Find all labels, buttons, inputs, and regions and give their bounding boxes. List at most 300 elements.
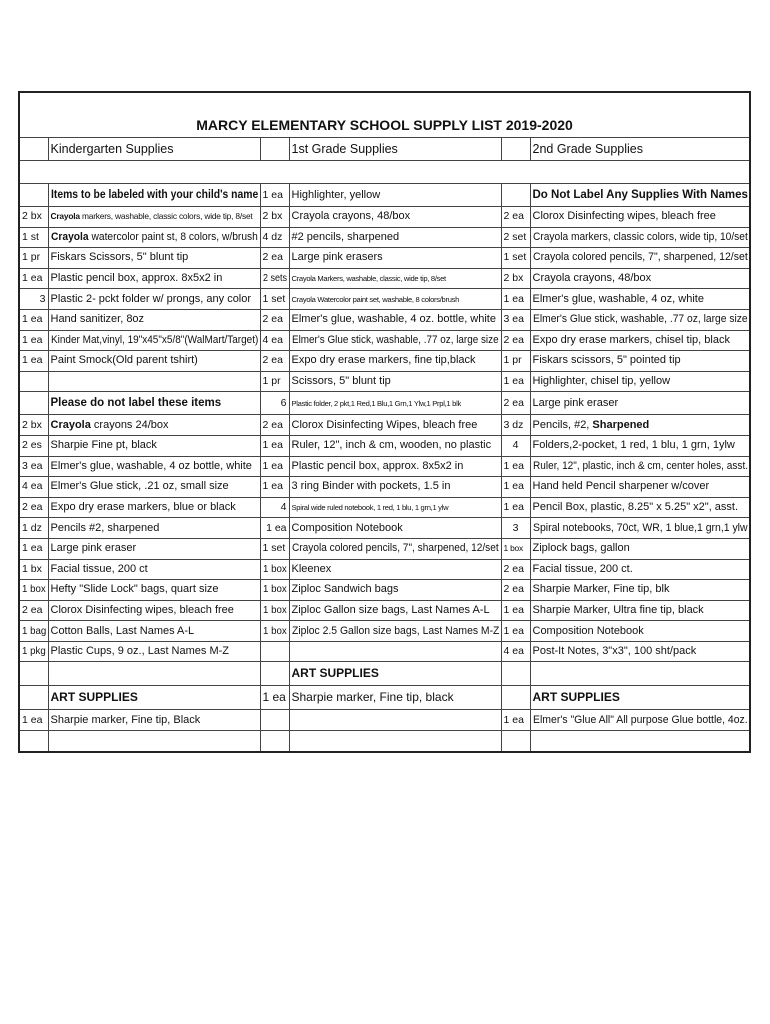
cell-text: 3 ea xyxy=(503,313,524,326)
g2-qty xyxy=(501,456,530,477)
cell-text: 2 set xyxy=(503,230,527,243)
cell-text: 2 bx xyxy=(22,418,42,431)
g1-qty xyxy=(260,227,289,248)
cell-text: 4 ea xyxy=(22,480,43,493)
cell-text: Facial tissue, 200 ct xyxy=(50,562,148,575)
g1-item xyxy=(289,621,501,642)
blank-cell xyxy=(501,686,530,710)
k-item xyxy=(48,371,260,392)
blank-cell xyxy=(19,731,48,752)
k-item xyxy=(48,497,260,518)
first-grade-header: 1st Grade Supplies xyxy=(289,138,501,161)
blank-cell xyxy=(260,710,289,731)
g1-qty xyxy=(260,248,289,269)
g1-item xyxy=(289,207,501,228)
g1-qty xyxy=(260,580,289,601)
cell-text: 1 ea xyxy=(262,480,283,493)
cell-text: Expo dry erase markers, fine tip,black xyxy=(291,354,476,367)
g1-item xyxy=(289,641,501,662)
cell-text: Folders,2-pocket, 1 red, 1 blu, 1 grn, 1ylw xyxy=(532,439,735,452)
k-qty xyxy=(19,497,48,518)
table-row xyxy=(19,227,750,248)
g1-qty xyxy=(260,497,289,518)
cell-text: 2 ea xyxy=(503,210,524,223)
cell-text: Expo dry erase markers, chisel tip, black xyxy=(532,333,730,346)
g1-qty xyxy=(260,330,289,351)
k-qty xyxy=(19,456,48,477)
g2-qty xyxy=(501,309,530,330)
cell-text: 2 ea xyxy=(262,251,283,264)
g1-item xyxy=(289,435,501,456)
g2-qty xyxy=(501,392,530,415)
cell-text: Crayola colored pencils, 7", sharpened, 12/set xyxy=(291,542,499,555)
cell-text: Fiskars scissors, 5" pointed tip xyxy=(532,354,681,367)
cell-text: 1 box xyxy=(262,603,287,616)
k-item xyxy=(48,351,260,372)
g1-qty xyxy=(260,371,289,392)
cell-text: 6 xyxy=(280,396,287,409)
cell-text: Scissors, 5" blunt tip xyxy=(291,375,391,388)
blank-cell xyxy=(48,662,260,686)
cell-text: 1 box xyxy=(262,624,287,637)
blank-cell xyxy=(19,138,48,161)
cell-text: 2 ea xyxy=(22,501,43,514)
cell-text: Crayola Markers, washable, classic, wide tip, 8/set xyxy=(291,274,446,284)
g1-item xyxy=(289,497,501,518)
g1-item xyxy=(289,309,501,330)
cell-text: 1 ea xyxy=(503,375,524,388)
g2-item xyxy=(530,456,750,477)
g2-qty xyxy=(501,538,530,559)
g1-item xyxy=(289,289,501,310)
cell-text: Sharpie Marker, Fine tip, blk xyxy=(532,583,670,596)
cell-text: Items to be labeled with your child's name xyxy=(50,188,258,201)
g2-qty xyxy=(501,248,530,269)
cell-text: 1 ea xyxy=(262,690,286,705)
cell-text: 2 bx xyxy=(503,272,524,285)
k-item xyxy=(48,456,260,477)
g2-item xyxy=(530,621,750,642)
g1-item xyxy=(289,559,501,580)
page-title: MARCY ELEMENTARY SCHOOL SUPPLY LIST 2019-2020 xyxy=(19,92,750,138)
g1-qty xyxy=(260,289,289,310)
cell-text: Elmer's glue, washable, 4 oz bottle, white xyxy=(50,459,252,472)
g1-item xyxy=(289,227,501,248)
table-row xyxy=(19,371,750,392)
k-art-item xyxy=(48,710,260,731)
cell-text: Pencil Box, plastic, 8.25" x 5.25" x2", asst. xyxy=(532,501,739,514)
cell-text: Plastic pencil box, approx. 8x5x2 in xyxy=(50,272,223,285)
g2-art-qty xyxy=(501,710,530,731)
supply-list-sheet xyxy=(18,91,749,753)
g1-art-heading xyxy=(289,662,501,686)
k-item xyxy=(48,559,260,580)
k-qty xyxy=(19,641,48,662)
cell-text: Highlighter, yellow xyxy=(291,188,381,201)
g2-qty xyxy=(501,351,530,372)
g2-item xyxy=(530,641,750,662)
table-row xyxy=(19,621,750,642)
g1-item xyxy=(289,330,501,351)
blank-cell xyxy=(260,731,289,752)
cell-text: Please do not label these items xyxy=(50,396,222,409)
table-row xyxy=(19,330,750,351)
k-qty xyxy=(19,351,48,372)
table-row xyxy=(19,559,750,580)
k-qty xyxy=(19,371,48,392)
g1-qty xyxy=(260,518,289,539)
g2-qty xyxy=(501,621,530,642)
cell-text: 4 dz xyxy=(262,230,283,243)
k-qty xyxy=(19,392,48,415)
cell-text: 1 st xyxy=(22,230,39,243)
cell-text: Post-It Notes, 3"x3", 100 sht/pack xyxy=(532,645,697,658)
cell-text: Ziploc Gallon size bags, Last Names A-L xyxy=(291,603,490,616)
g2-qty xyxy=(501,559,530,580)
cell-text: Paint Smock(Old parent tshirt) xyxy=(50,354,198,367)
supply-table xyxy=(18,91,751,753)
k-item xyxy=(48,600,260,621)
cell-text: Composition Notebook xyxy=(291,521,403,534)
cell-text: Clorox Disinfecting wipes, bleach free xyxy=(532,210,716,223)
k-qty xyxy=(19,621,48,642)
cell-text: Large pink erasers xyxy=(291,251,383,264)
g2-item xyxy=(530,392,750,415)
cell-text: Highlighter, chisel tip, yellow xyxy=(532,375,671,388)
cell-text: Large pink eraser xyxy=(50,542,137,555)
k-qty xyxy=(19,518,48,539)
g1-art-qty xyxy=(260,686,289,710)
cell-text: Facial tissue, 200 ct. xyxy=(532,562,633,575)
cell-text: 1 ea xyxy=(503,603,524,616)
g2-qty xyxy=(501,227,530,248)
k-qty xyxy=(19,415,48,436)
g1-qty xyxy=(260,477,289,498)
cell-text: 1 box xyxy=(262,583,287,596)
k-qty xyxy=(19,207,48,228)
cell-text: 2 bx xyxy=(262,210,283,223)
k-qty xyxy=(19,435,48,456)
cell-text: Plastic folder, 2 pkt,1 Red,1 Blu,1 Grn,1 Ylw,1 Prpl,1 blk xyxy=(291,398,461,408)
cell-text: Pencils, #2, xyxy=(532,418,593,431)
cell-text: Kinder Mat,vinyl, 19"x45"x5/8"(WalMart/Target) xyxy=(50,333,258,346)
table-row xyxy=(19,641,750,662)
cell-text: ART SUPPLIES xyxy=(50,690,138,705)
k-item xyxy=(48,415,260,436)
k-qty xyxy=(19,309,48,330)
g2-item xyxy=(530,371,750,392)
cell-text: markers, washable, classic colors, wide tip, 8/set xyxy=(79,211,253,222)
cell-text: 2 es xyxy=(22,439,42,452)
g1-item xyxy=(289,415,501,436)
k-qty xyxy=(19,559,48,580)
table-row xyxy=(19,477,750,498)
cell-text: crayons 24/box xyxy=(90,418,169,431)
blank-row xyxy=(19,731,750,752)
kindergarten-header: Kindergarten Supplies xyxy=(48,138,260,161)
g2-qty xyxy=(501,641,530,662)
cell-text: 1 ea xyxy=(262,188,283,201)
g1-item xyxy=(289,351,501,372)
cell-text: 1 ea xyxy=(22,313,43,326)
k-qty xyxy=(19,289,48,310)
g1-qty xyxy=(260,351,289,372)
g2-qty xyxy=(501,330,530,351)
cell-text: Fiskars Scissors, 5" blunt tip xyxy=(50,251,189,264)
g2-item xyxy=(530,330,750,351)
cell-text: 3 xyxy=(512,521,519,534)
cell-text: Hefty "Slide Lock" bags, quart size xyxy=(50,583,219,596)
g2-item xyxy=(530,477,750,498)
g2-item xyxy=(530,289,750,310)
k-qty xyxy=(19,184,48,207)
g1-qty xyxy=(260,621,289,642)
g2-item xyxy=(530,415,750,436)
g1-qty xyxy=(260,415,289,436)
cell-text: 2 bx xyxy=(22,210,42,223)
cell-text: 1 set xyxy=(262,292,286,305)
cell-text: 1 pr xyxy=(503,354,522,367)
blank-cell xyxy=(260,138,289,161)
brand-name: Crayola xyxy=(50,230,89,243)
k-art-qty xyxy=(19,710,48,731)
table-row xyxy=(19,497,750,518)
k-qty xyxy=(19,538,48,559)
cell-text: Ziplock bags, gallon xyxy=(532,542,630,555)
k-label-heading xyxy=(48,184,260,207)
g2-item xyxy=(530,497,750,518)
g1-item xyxy=(289,456,501,477)
cell-text: 1 ea xyxy=(22,354,43,367)
k-qty xyxy=(19,600,48,621)
cell-text: 1 box xyxy=(262,562,287,575)
g2-item xyxy=(530,248,750,269)
g2-art-heading xyxy=(530,686,750,710)
g2-item xyxy=(530,559,750,580)
g1-item xyxy=(289,580,501,601)
cell-text: Hand held Pencil sharpener w/cover xyxy=(532,480,710,493)
g1-item xyxy=(289,371,501,392)
k-item xyxy=(48,268,260,289)
g1-item xyxy=(289,392,501,415)
g1-qty xyxy=(260,309,289,330)
cell-text: 1 ea xyxy=(262,439,283,452)
cell-text: Crayola crayons, 48/box xyxy=(532,272,652,285)
g1-qty xyxy=(260,435,289,456)
blank-cell xyxy=(289,710,501,731)
blank-cell xyxy=(501,662,530,686)
cell-text: Clorox Disinfecting Wipes, bleach free xyxy=(291,418,478,431)
blank-cell xyxy=(48,731,260,752)
cell-text: 1 dz xyxy=(22,521,42,534)
k-qty xyxy=(19,330,48,351)
k-qty xyxy=(19,580,48,601)
cell-text: Crayola colored pencils, 7", sharpened, 12/set xyxy=(532,251,748,264)
blank-cell xyxy=(530,662,750,686)
g2-qty xyxy=(501,600,530,621)
table-row xyxy=(19,415,750,436)
k-item xyxy=(48,580,260,601)
cell-text: Elmer's Glue stick, washable, .77 oz, large size xyxy=(532,313,748,326)
art-heading-row xyxy=(19,686,750,710)
blank-cell xyxy=(530,731,750,752)
k-item xyxy=(48,538,260,559)
blank-cell xyxy=(19,662,48,686)
table-row xyxy=(19,248,750,269)
g2-qty xyxy=(501,580,530,601)
cell-text: 3 dz xyxy=(503,418,524,431)
cell-text: Spiral notebooks, 70ct, WR, 1 blue,1 grn,1 ylw xyxy=(532,521,748,534)
table-row xyxy=(19,207,750,228)
cell-text: 1 ea xyxy=(503,624,524,637)
k-item xyxy=(48,289,260,310)
cell-text: Sharpie marker, Fine tip, Black xyxy=(50,713,201,726)
g2-qty xyxy=(501,184,530,207)
cell-text: Clorox Disinfecting wipes, bleach free xyxy=(50,603,234,616)
cell-text: Ziploc Sandwich bags xyxy=(291,583,399,596)
cell-text: Ziploc 2.5 Gallon size bags, Last Names M-Z xyxy=(291,624,499,637)
blank-cell xyxy=(19,686,48,710)
table-row xyxy=(19,392,750,415)
cell-text: 4 ea xyxy=(262,333,283,346)
k-item xyxy=(48,621,260,642)
cell-text: 1 ea xyxy=(22,272,43,285)
cell-text: watercolor paint st, 8 colors, w/brush xyxy=(88,230,258,243)
cell-text: Crayola Watercolor paint set, washable, 8 colors/brush xyxy=(291,294,460,304)
g1-item xyxy=(289,538,501,559)
cell-text: 2 ea xyxy=(503,583,524,596)
emphasis-text: Sharpened xyxy=(592,418,650,431)
cell-text: 1 bag xyxy=(22,624,47,637)
cell-text: Plastic Cups, 9 oz., Last Names M-Z xyxy=(50,645,229,658)
k-item xyxy=(48,207,260,228)
g1-item xyxy=(289,600,501,621)
g2-item xyxy=(530,268,750,289)
g2-art-item xyxy=(530,710,750,731)
table-row xyxy=(19,351,750,372)
g1-item xyxy=(289,248,501,269)
g1-art-item xyxy=(289,686,501,710)
k-item xyxy=(48,227,260,248)
g2-item xyxy=(530,538,750,559)
cell-text: 2 ea xyxy=(503,562,524,575)
g1-item xyxy=(289,477,501,498)
k-qty xyxy=(19,248,48,269)
cell-text: 2 sets xyxy=(262,272,287,285)
g1-qty xyxy=(260,538,289,559)
table-row xyxy=(19,580,750,601)
cell-text: 4 xyxy=(512,439,519,452)
cell-text: Elmer's glue, washable, 4 oz. bottle, white xyxy=(291,313,496,326)
g1-qty xyxy=(260,392,289,415)
cell-text: 1 ea xyxy=(503,713,524,726)
g1-item xyxy=(289,518,501,539)
g1-item xyxy=(289,268,501,289)
spacer-row xyxy=(19,161,750,184)
cell-text: #2 pencils, sharpened xyxy=(291,230,400,243)
cell-text: 2 ea xyxy=(503,333,524,346)
g1-qty xyxy=(260,456,289,477)
g2-item xyxy=(530,435,750,456)
cell-text: 1 ea xyxy=(503,459,524,472)
k-item xyxy=(48,518,260,539)
k-item xyxy=(48,248,260,269)
cell-text: Do Not Label Any Supplies With Names xyxy=(532,188,748,201)
g2-qty xyxy=(501,435,530,456)
blank-cell xyxy=(501,731,530,752)
cell-text: Sharpie marker, Fine tip, black xyxy=(291,690,454,705)
k-item xyxy=(48,330,260,351)
cell-text: Ruler, 12", plastic, inch & cm, center holes, asst. xyxy=(532,459,748,472)
k-qty xyxy=(19,227,48,248)
art-items-row xyxy=(19,710,750,731)
cell-text: Elmer's glue, washable, 4 oz, white xyxy=(532,292,704,305)
cell-text: 1 pr xyxy=(22,251,41,264)
g1-qty xyxy=(260,207,289,228)
g2-item xyxy=(530,309,750,330)
cell-text: 1 set xyxy=(503,251,527,264)
g2-heading xyxy=(530,184,750,207)
cell-text: 4 xyxy=(280,501,287,514)
cell-text: Plastic 2- pckt folder w/ prongs, any color xyxy=(50,292,252,305)
blank-cell xyxy=(501,138,530,161)
cell-text: 1 ea xyxy=(503,480,524,493)
cell-text: 1 ea xyxy=(503,292,524,305)
k-qty xyxy=(19,477,48,498)
cell-text: 1 ea xyxy=(262,459,283,472)
g2-qty xyxy=(501,518,530,539)
cell-text: 1 box xyxy=(503,543,523,554)
cell-text: Composition Notebook xyxy=(532,624,644,637)
cell-text: 1 pr xyxy=(262,375,281,388)
g2-qty xyxy=(501,371,530,392)
cell-text: Elmer's "Glue All" All purpose Glue bottle, 4oz. xyxy=(532,713,748,726)
g1-qty xyxy=(260,641,289,662)
cell-text: Sharpie Fine pt, black xyxy=(50,439,157,452)
cell-text: Spiral wide ruled notebook, 1 red, 1 blu, 1 grn,1 ylw xyxy=(291,503,449,513)
g2-item xyxy=(530,580,750,601)
cell-text: Cotton Balls, Last Names A-L xyxy=(50,624,195,637)
cell-text: Kleenex xyxy=(291,562,332,575)
cell-text: ART SUPPLIES xyxy=(532,690,620,705)
g2-qty xyxy=(501,289,530,310)
cell-text: Elmer's Glue stick, .21 oz, small size xyxy=(50,480,229,493)
cell-text: 2 ea xyxy=(503,396,524,409)
cell-text: Elmer's Glue stick, washable, .77 oz, large size xyxy=(291,333,499,346)
cell-text: 3 ring Binder with pockets, 1.5 in xyxy=(291,480,451,493)
g2-qty xyxy=(501,415,530,436)
table-row xyxy=(19,309,750,330)
cell-text: Crayola crayons, 48/box xyxy=(291,210,411,223)
blank-cell xyxy=(260,662,289,686)
cell-text: Large pink eraser xyxy=(532,396,619,409)
g2-qty xyxy=(501,477,530,498)
cell-text: 1 bx xyxy=(22,562,42,575)
k-item xyxy=(48,477,260,498)
cell-text: 2 ea xyxy=(262,313,283,326)
cell-text: 4 ea xyxy=(503,645,524,658)
g1-qty xyxy=(260,268,289,289)
k-item xyxy=(48,435,260,456)
table-row xyxy=(19,518,750,539)
cell-text: Pencils #2, sharpened xyxy=(50,521,160,534)
table-row xyxy=(19,600,750,621)
cell-text: 2 ea xyxy=(22,603,43,616)
g2-item xyxy=(530,600,750,621)
table-row xyxy=(19,184,750,207)
k-qty xyxy=(19,268,48,289)
cell-text: 1 ea xyxy=(266,521,287,534)
